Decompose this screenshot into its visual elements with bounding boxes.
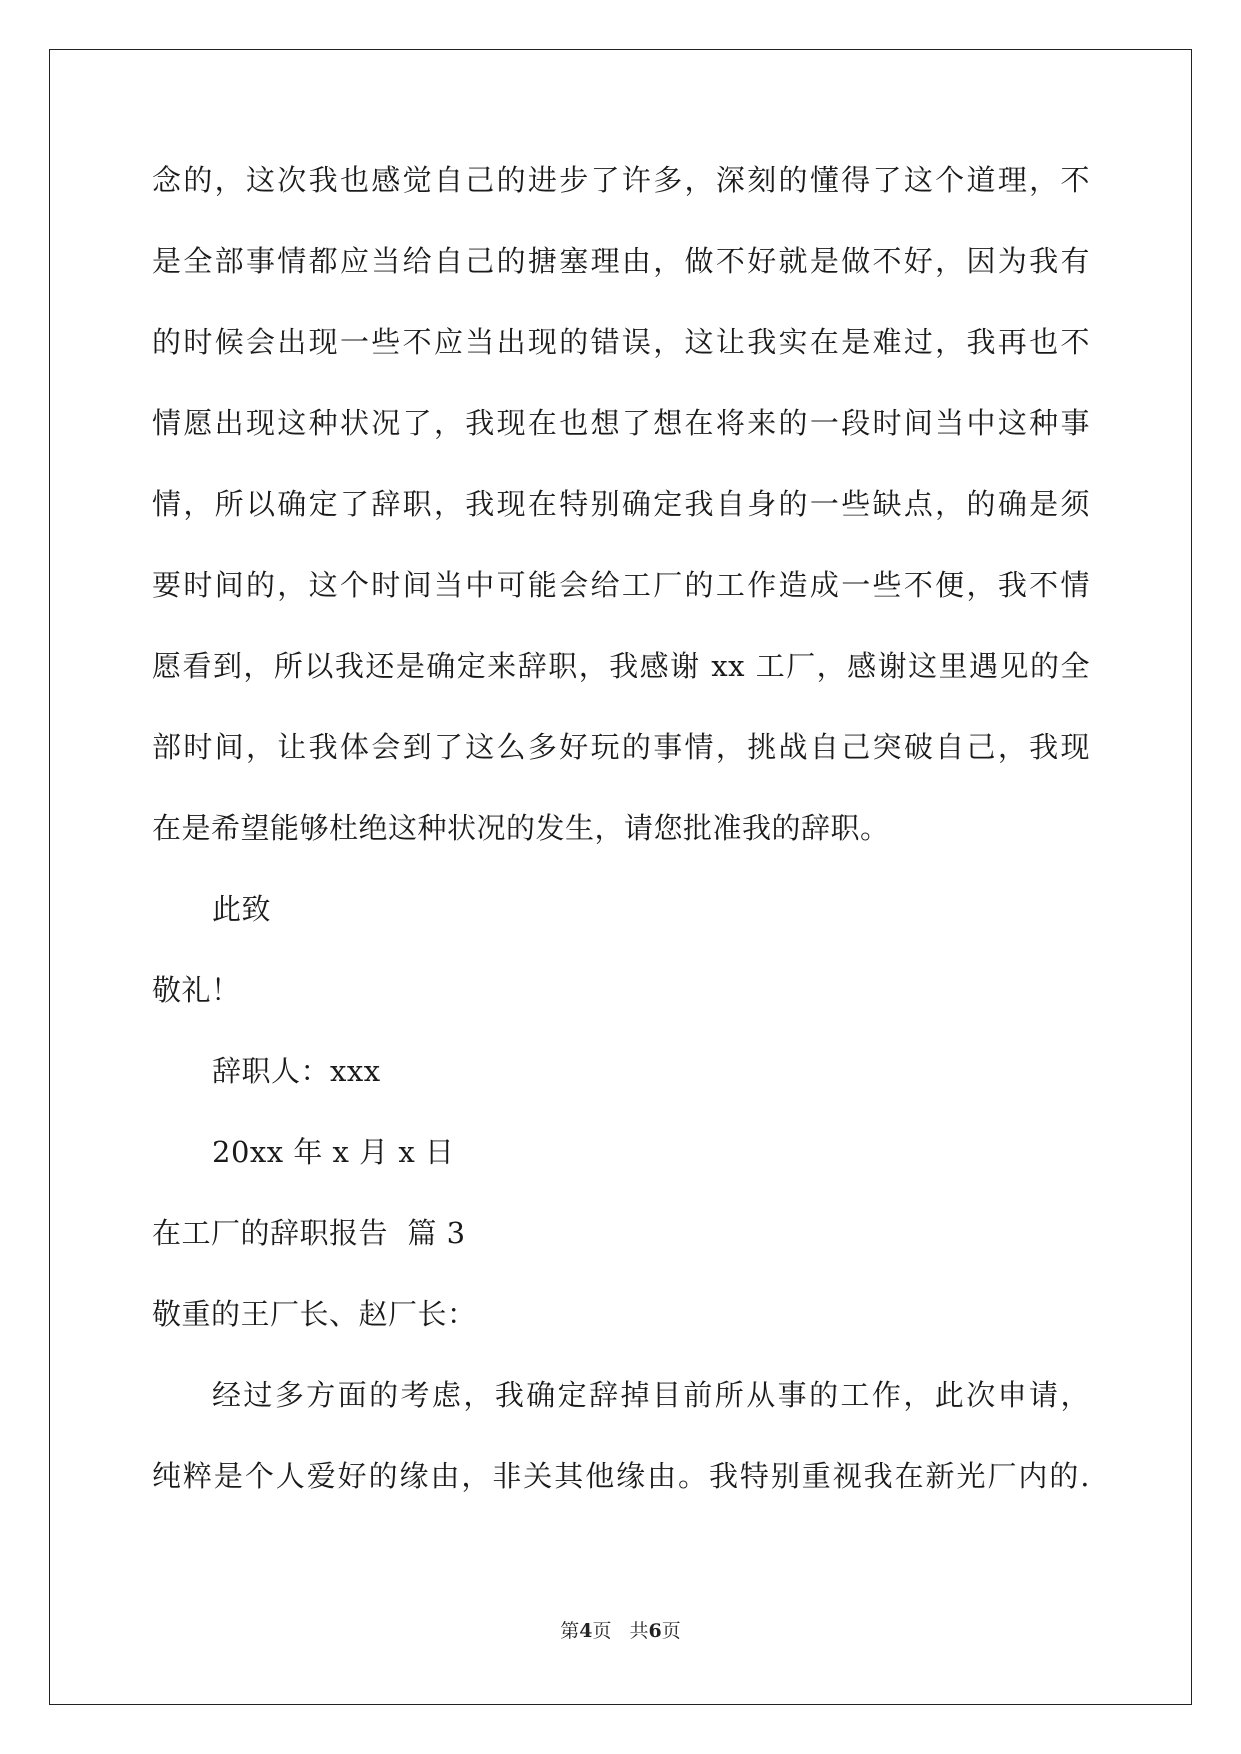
- text-line: 在是希望能够杜绝这种状况的发生，请您批准我的辞职。: [152, 811, 890, 845]
- text-line: 部时间，让我体会到了这么多好玩的事情，挑战自己突破自己，我现: [152, 730, 1090, 764]
- text-line: 要时间的，这个时间当中可能会给工厂的工作造成一些不便，我不情: [152, 568, 1090, 602]
- closing-line: 此致: [212, 892, 272, 926]
- text-line: 经过多方面的考虑，我确定辞掉目前所从事的工作，此次申请，: [212, 1378, 1090, 1412]
- total-suffix: 页: [661, 1620, 681, 1642]
- document-body: [152, 160, 1090, 1537]
- text-line: 是全部事情都应当给自己的搪塞理由，做不好就是做不好，因为我有: [152, 244, 1090, 278]
- page-total: 6: [648, 1620, 662, 1642]
- text-line: 纯粹是个人爱好的缘由，非关其他缘由。我特别重视我在新光厂内的.: [152, 1459, 1090, 1493]
- text-line: 念的，这次我也感觉自己的进步了许多，深刻的懂得了这个道理，不: [152, 163, 1090, 197]
- text-line: 的时候会出现一些不应当出现的错误，这让我实在是难过，我再也不: [152, 325, 1090, 359]
- salutation: 敬重的王厂长、赵厂长：: [152, 1297, 477, 1331]
- section-title: 在工厂的辞职报告 篇 3: [152, 1216, 466, 1250]
- text-line: 情愿出现这种状况了，我现在也想了想在将来的一段时间当中这种事: [152, 406, 1090, 440]
- page-current: 4: [579, 1620, 593, 1642]
- text-line: 情，所以确定了辞职，我现在特别确定我自身的一些缺点，的确是须: [152, 487, 1090, 521]
- page-footer: [0, 1616, 1241, 1643]
- closing-regards: 敬礼！: [152, 973, 241, 1007]
- text-line: 愿看到，所以我还是确定来辞职，我感谢 xx 工厂，感谢这里遇见的全: [152, 649, 1090, 683]
- total-prefix: 共: [629, 1620, 649, 1642]
- page-prefix: 第: [560, 1620, 580, 1642]
- date-line: 20xx 年 x 月 x 日: [212, 1135, 455, 1169]
- page-mid: 页: [592, 1620, 612, 1642]
- signer-line: 辞职人：xxx: [212, 1054, 381, 1088]
